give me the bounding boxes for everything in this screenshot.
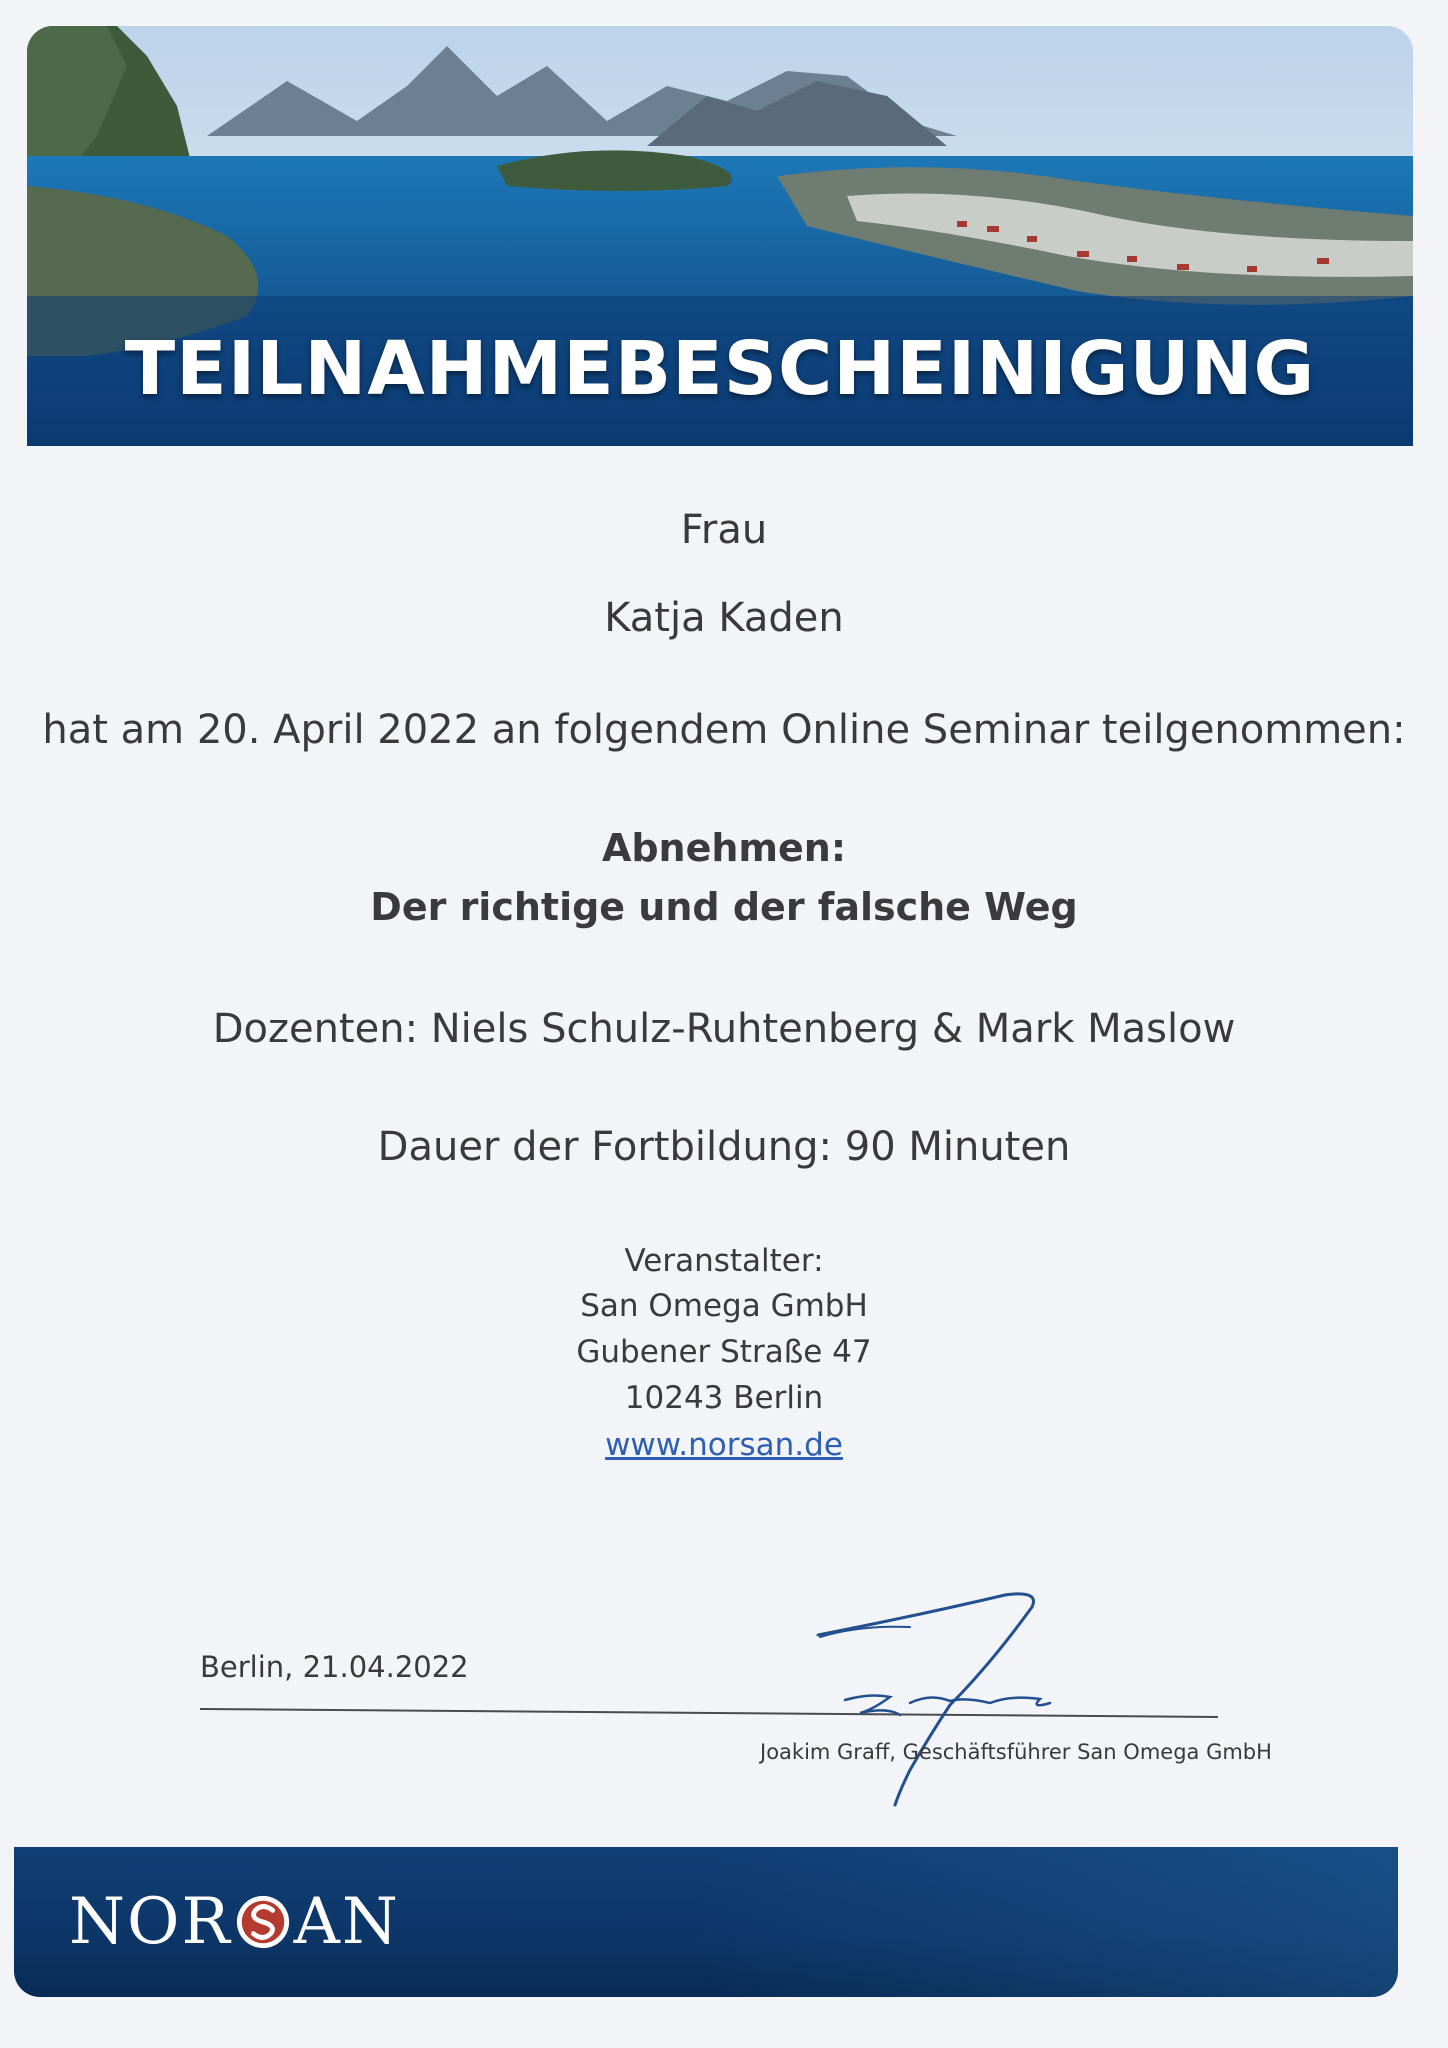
certificate-title: TEILNAHMEBESCHEINIGUNG (124, 326, 1316, 412)
organizer-name: San Omega GmbH (580, 1288, 868, 1324)
organizer-website-link[interactable]: www.norsan.de (605, 1427, 843, 1463)
organizer-street: Gubener Straße 47 (576, 1334, 872, 1370)
footer-band (14, 1847, 1398, 1997)
handwritten-signature (800, 1585, 1120, 1815)
lecturers: Dozenten: Niels Schulz-Ruhtenberg & Mark Maslow (212, 1006, 1236, 1052)
organizer-label: Veranstalter: (624, 1243, 824, 1279)
course-title-line1: Abnehmen: (601, 826, 847, 870)
header-banner (27, 26, 1413, 446)
participation-statement: hat am 20. April 2022 an folgendem Online Seminar teilgenommen: (42, 707, 1406, 753)
norsan-logo: NOR AN (69, 1885, 400, 1959)
participant-name: Katja Kaden (604, 595, 844, 641)
place-and-date: Berlin, 21.04.2022 (200, 1650, 469, 1684)
course-duration: Dauer der Fortbildung: 90 Minuten (377, 1124, 1071, 1170)
organizer-city: 10243 Berlin (624, 1380, 824, 1416)
course-title-line2: Der richtige und der falsche Weg (370, 885, 1078, 929)
logo-s-emblem-icon (234, 1893, 292, 1951)
salutation: Frau (680, 507, 768, 553)
signatory-caption: Joakim Graff, Geschäftsführer San Omega GmbH (760, 1740, 1272, 1764)
